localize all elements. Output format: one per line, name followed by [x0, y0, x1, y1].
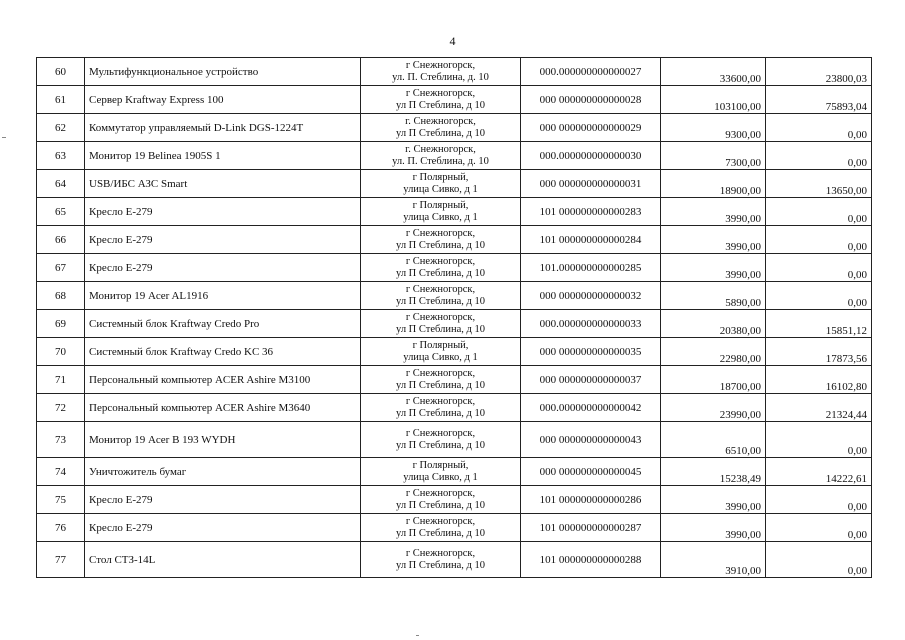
address-city: г Полярный,: [412, 199, 469, 211]
address-street: ул П Стеблина, д 10: [396, 379, 485, 391]
cost-cell: 103100,00: [661, 86, 766, 114]
residual-value-cell: 75893,04: [766, 86, 872, 114]
row-number-cell: 76: [37, 514, 85, 542]
cost-cell: 33600,00: [661, 58, 766, 86]
address-street: ул. П. Стеблина, д. 10: [392, 155, 489, 167]
row-number-cell: 65: [37, 198, 85, 226]
inventory-number-cell: 000 000000000000029: [521, 114, 661, 142]
inventory-number-cell: 101 000000000000283: [521, 198, 661, 226]
address-city: г Снежногорск,: [405, 427, 476, 439]
margin-mark: [2, 137, 6, 138]
address-city: г Снежногорск,: [405, 59, 476, 71]
table-row: [37, 542, 872, 578]
row-number-cell: 72: [37, 394, 85, 422]
residual-value-cell: 14222,61: [766, 458, 872, 486]
residual-value-cell: 0,00: [766, 198, 872, 226]
address-city: г Снежногорск,: [405, 255, 476, 267]
item-name-cell: Системный блок Kraftway Credo KC 36: [85, 338, 361, 366]
inventory-number-cell: 101.000000000000285: [521, 254, 661, 282]
inventory-number-cell: 000 000000000000045: [521, 458, 661, 486]
address-cell: [361, 514, 521, 542]
address-city: г Снежногорск,: [405, 515, 476, 527]
address-cell: [361, 86, 521, 114]
cost-cell: 3990,00: [661, 198, 766, 226]
cost-cell: 3990,00: [661, 486, 766, 514]
table-row: [37, 366, 872, 394]
address-street: ул П Стеблина, д 10: [396, 239, 485, 251]
address-street: улица Сивко, д 1: [403, 183, 478, 195]
item-name-cell: Персональный компьютер ACER Ashire M3100: [85, 366, 361, 394]
address-city: г. Снежногорск,: [405, 143, 476, 155]
residual-value-cell: 0,00: [766, 142, 872, 170]
row-number-cell: 73: [37, 422, 85, 458]
item-name-cell: Кресло Е-279: [85, 514, 361, 542]
inventory-number-cell: 000.000000000000033: [521, 310, 661, 338]
residual-value-cell: 0,00: [766, 226, 872, 254]
address-street: ул П Стеблина, д 10: [396, 407, 485, 419]
residual-value-cell: 0,00: [766, 254, 872, 282]
item-name-cell: Кресло Е-279: [85, 254, 361, 282]
inventory-number-cell: 000 000000000000043: [521, 422, 661, 458]
row-number-cell: 77: [37, 542, 85, 578]
table-row: [37, 114, 872, 142]
item-name-cell: Уничтожитель бумаг: [85, 458, 361, 486]
address-street: улица Сивко, д 1: [403, 351, 478, 363]
address-city: г Полярный,: [412, 459, 469, 471]
table-row: [37, 310, 872, 338]
table-row: [37, 486, 872, 514]
residual-value-cell: 16102,80: [766, 366, 872, 394]
cost-cell: 7300,00: [661, 142, 766, 170]
inventory-number-cell: 000 000000000000032: [521, 282, 661, 310]
item-name-cell: Кресло Е-279: [85, 226, 361, 254]
residual-value-cell: 0,00: [766, 542, 872, 578]
item-name-cell: Кресло Е-279: [85, 486, 361, 514]
cost-cell: 20380,00: [661, 310, 766, 338]
table-row: [37, 254, 872, 282]
address-cell: [361, 282, 521, 310]
inventory-number-cell: 000 000000000000035: [521, 338, 661, 366]
address-street: ул П Стеблина, д 10: [396, 295, 485, 307]
address-city: г Полярный,: [412, 171, 469, 183]
row-number-cell: 75: [37, 486, 85, 514]
row-number-cell: 67: [37, 254, 85, 282]
row-number-cell: 64: [37, 170, 85, 198]
address-street: ул П Стеблина, д 10: [396, 559, 485, 571]
address-city: г. Снежногорск,: [405, 115, 476, 127]
inventory-number-cell: 000.000000000000027: [521, 58, 661, 86]
address-street: ул П Стеблина, д 10: [396, 499, 485, 511]
item-name-cell: Мультифункциональное устройство: [85, 58, 361, 86]
item-name-cell: Монитор 19 Acer AL1916: [85, 282, 361, 310]
cost-cell: 18900,00: [661, 170, 766, 198]
address-cell: [361, 254, 521, 282]
row-number-cell: 60: [37, 58, 85, 86]
address-city: г Снежногорск,: [405, 487, 476, 499]
address-street: улица Сивко, д 1: [403, 211, 478, 223]
cost-cell: 3990,00: [661, 254, 766, 282]
item-name-cell: Стол СТЗ-14L: [85, 542, 361, 578]
address-city: г Снежногорск,: [405, 547, 476, 559]
cost-cell: 3910,00: [661, 542, 766, 578]
cost-cell: 6510,00: [661, 422, 766, 458]
item-name-cell: USB/ИБС АЗС Smart: [85, 170, 361, 198]
address-cell: [361, 458, 521, 486]
row-number-cell: 61: [37, 86, 85, 114]
inventory-number-cell: 000.000000000000030: [521, 142, 661, 170]
address-cell: [361, 542, 521, 578]
cost-cell: 15238,49: [661, 458, 766, 486]
residual-value-cell: 0,00: [766, 514, 872, 542]
address-cell: [361, 198, 521, 226]
residual-value-cell: 17873,56: [766, 338, 872, 366]
address-city: г Снежногорск,: [405, 367, 476, 379]
row-number-cell: 66: [37, 226, 85, 254]
item-name-cell: Персональный компьютер ACER Ashire M3640: [85, 394, 361, 422]
address-street: ул П Стеблина, д 10: [396, 527, 485, 539]
inventory-number-cell: 000 000000000000031: [521, 170, 661, 198]
inventory-table: [36, 57, 872, 578]
address-cell: [361, 114, 521, 142]
table-row: [37, 142, 872, 170]
address-street: ул П Стеблина, д 10: [396, 99, 485, 111]
address-cell: [361, 310, 521, 338]
residual-value-cell: 21324,44: [766, 394, 872, 422]
item-name-cell: Монитор 19 Belinea 1905S 1: [85, 142, 361, 170]
item-name-cell: Коммутатор управляемый D-Link DGS-1224T: [85, 114, 361, 142]
item-name-cell: Монитор 19 Acer B 193 WYDH: [85, 422, 361, 458]
address-street: улица Сивко, д 1: [403, 471, 478, 483]
item-name-cell: Сервер Kraftway Express 100: [85, 86, 361, 114]
address-street: ул П Стеблина, д 10: [396, 323, 485, 335]
row-number-cell: 71: [37, 366, 85, 394]
address-cell: [361, 170, 521, 198]
residual-value-cell: 15851,12: [766, 310, 872, 338]
cost-cell: 22980,00: [661, 338, 766, 366]
margin-mark: [416, 635, 419, 636]
inventory-number-cell: 000 000000000000037: [521, 366, 661, 394]
address-city: г Снежногорск,: [405, 227, 476, 239]
address-city: г Снежногорск,: [405, 395, 476, 407]
row-number-cell: 69: [37, 310, 85, 338]
table-row: [37, 198, 872, 226]
residual-value-cell: 0,00: [766, 114, 872, 142]
residual-value-cell: 23800,03: [766, 58, 872, 86]
address-cell: [361, 394, 521, 422]
table-row: [37, 394, 872, 422]
address-cell: [361, 226, 521, 254]
inventory-number-cell: 101 000000000000288: [521, 542, 661, 578]
address-city: г Снежногорск,: [405, 311, 476, 323]
row-number-cell: 70: [37, 338, 85, 366]
residual-value-cell: 0,00: [766, 422, 872, 458]
address-cell: [361, 142, 521, 170]
table-row: [37, 422, 872, 458]
table-row: [37, 514, 872, 542]
inventory-number-cell: 000 000000000000028: [521, 86, 661, 114]
item-name-cell: Системный блок Kraftway Credo Pro: [85, 310, 361, 338]
residual-value-cell: 13650,00: [766, 170, 872, 198]
inventory-number-cell: 101 000000000000284: [521, 226, 661, 254]
address-city: г Полярный,: [412, 339, 469, 351]
cost-cell: 9300,00: [661, 114, 766, 142]
address-cell: [361, 338, 521, 366]
table-row: [37, 458, 872, 486]
address-cell: [361, 422, 521, 458]
page-number: 4: [449, 34, 456, 48]
address-street: ул П Стеблина, д 10: [396, 127, 485, 139]
row-number-cell: 74: [37, 458, 85, 486]
table-row: [37, 226, 872, 254]
address-cell: [361, 486, 521, 514]
inventory-number-cell: 101 000000000000286: [521, 486, 661, 514]
row-number-cell: 63: [37, 142, 85, 170]
address-street: ул П Стеблина, д 10: [396, 267, 485, 279]
address-city: г Снежногорск,: [405, 283, 476, 295]
inventory-table-body: [37, 58, 872, 578]
table-row: [37, 170, 872, 198]
cost-cell: 3990,00: [661, 514, 766, 542]
cost-cell: 5890,00: [661, 282, 766, 310]
cost-cell: 3990,00: [661, 226, 766, 254]
inventory-number-cell: 000.000000000000042: [521, 394, 661, 422]
address-cell: [361, 366, 521, 394]
cost-cell: 18700,00: [661, 366, 766, 394]
row-number-cell: 68: [37, 282, 85, 310]
inventory-number-cell: 101 000000000000287: [521, 514, 661, 542]
address-street: ул П Стеблина, д 10: [396, 439, 485, 451]
address-street: ул. П. Стеблина, д. 10: [392, 71, 489, 83]
residual-value-cell: 0,00: [766, 282, 872, 310]
address-cell: [361, 58, 521, 86]
table-row: [37, 86, 872, 114]
row-number-cell: 62: [37, 114, 85, 142]
item-name-cell: Кресло Е-279: [85, 198, 361, 226]
cost-cell: 23990,00: [661, 394, 766, 422]
table-row: [37, 58, 872, 86]
table-row: [37, 338, 872, 366]
table-row: [37, 282, 872, 310]
address-city: г Снежногорск,: [405, 87, 476, 99]
residual-value-cell: 0,00: [766, 486, 872, 514]
